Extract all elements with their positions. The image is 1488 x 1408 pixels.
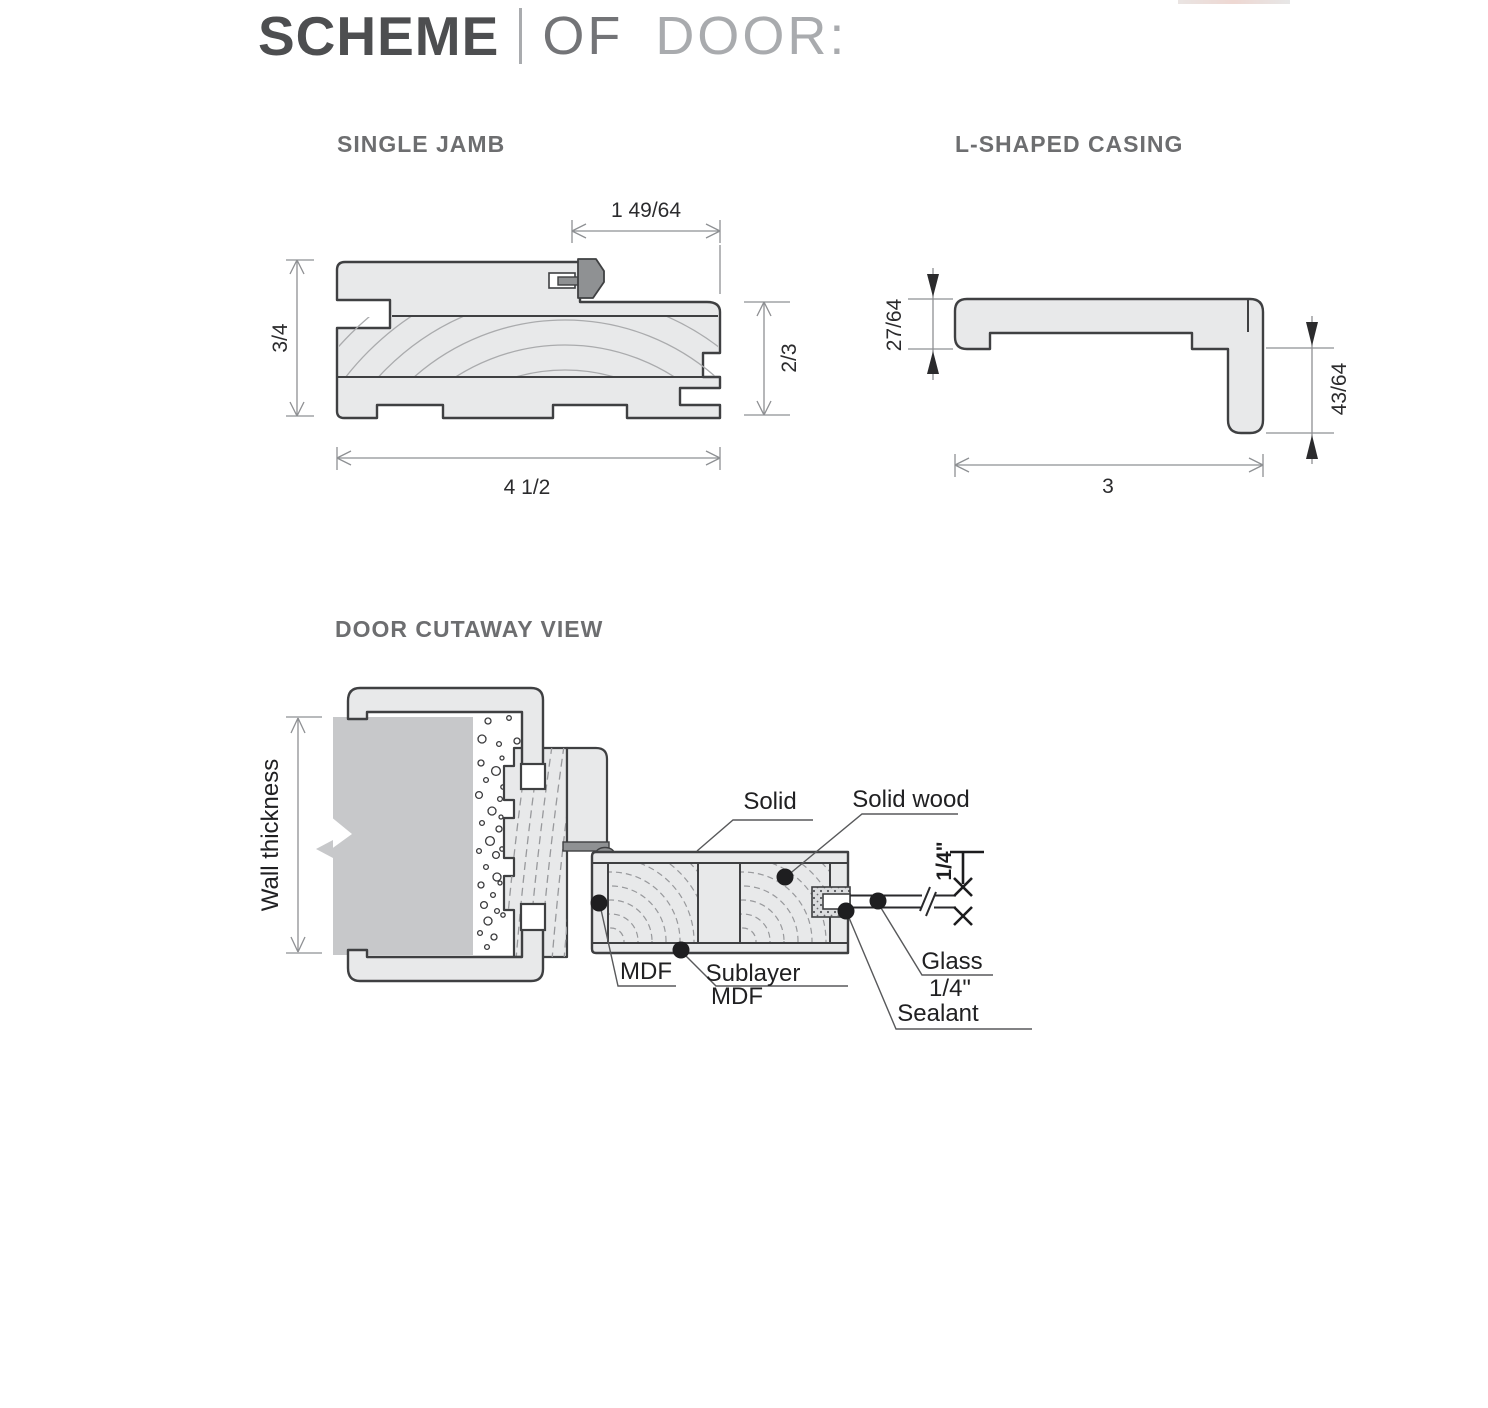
dim-label-wall-thickness: Wall thickness [257, 758, 284, 912]
heading-l-casing: L-SHAPED CASING [955, 131, 1184, 157]
label-sublayer: Sublayer [705, 960, 801, 987]
dim-label-jamb-width: 4 1/2 [503, 476, 551, 499]
dim-label-jamb-left: 3/4 [269, 323, 292, 353]
dim-label-casing-thickness: 27/64 [883, 298, 906, 352]
jamb-profile [337, 262, 720, 418]
dot-solid-wood [777, 869, 794, 886]
dim-label-glass-thickness: 1/4" [933, 841, 956, 881]
dot-mdf [591, 895, 608, 912]
label-solid: Solid [743, 788, 797, 815]
label-solid-wood: Solid wood [852, 786, 970, 813]
glass-pane [850, 887, 956, 916]
dim-jamb-width [337, 447, 720, 470]
label-glass: Glass [921, 948, 983, 975]
page-title [258, 4, 847, 68]
heading-cutaway: DOOR CUTAWAY VIEW [335, 616, 604, 642]
dim-casing-leg [1266, 316, 1334, 464]
top-casing-notch [521, 764, 545, 789]
label-sublayer-mdf: MDF [711, 983, 763, 1010]
dot-glass [870, 893, 887, 910]
dim-casing-width [955, 454, 1263, 477]
wall-block [333, 717, 473, 955]
title-separator [519, 8, 522, 64]
label-sealant: Sealant [897, 1000, 979, 1027]
dot-sublayer [673, 942, 690, 959]
bottom-casing-notch [521, 904, 545, 930]
door-panel [592, 852, 848, 953]
heading-single-jamb: SINGLE JAMB [337, 131, 506, 157]
label-mdf: MDF [620, 958, 672, 985]
title-door: DOOR: [655, 6, 848, 66]
title-of: OF [542, 6, 624, 66]
l-casing-drawing [908, 268, 1334, 477]
door-stop [567, 748, 607, 843]
cutaway-drawing [286, 688, 1032, 1052]
dim-label-jamb-rabbet: 1 49/64 [610, 199, 682, 222]
casing-profile [955, 299, 1263, 433]
label-glass-size: 1/4" [929, 975, 971, 1002]
dot-sealant [838, 903, 855, 920]
dim-label-casing-leg: 43/64 [1328, 362, 1351, 416]
weatherstrip-seal [578, 259, 604, 298]
dim-label-jamb-right: 2/3 [778, 343, 801, 373]
dim-label-casing-width: 3 [1102, 475, 1114, 498]
title-primary: SCHEME [258, 5, 500, 67]
dim-wall-thickness [286, 717, 322, 953]
